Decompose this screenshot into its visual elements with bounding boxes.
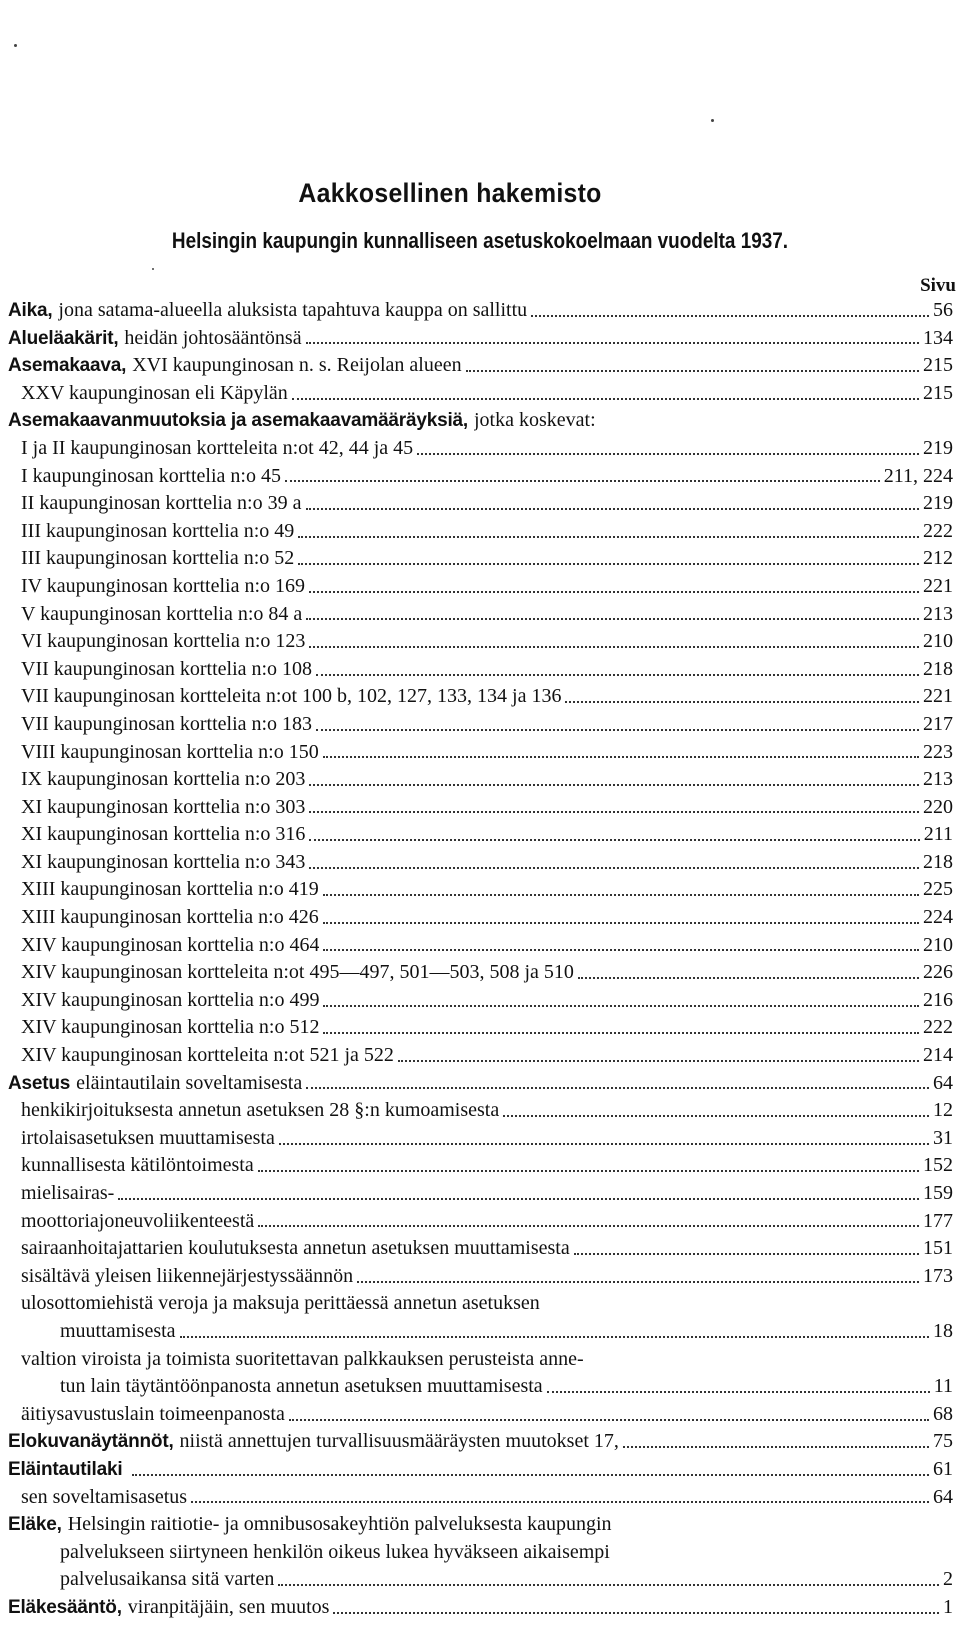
page-number: 222 xyxy=(923,1016,953,1039)
index-entry xyxy=(8,1263,953,1291)
index-entry xyxy=(8,1125,953,1153)
page-number: 2 xyxy=(943,1568,953,1591)
index-entry xyxy=(8,739,953,767)
entry-heading: Asetus xyxy=(8,1072,71,1094)
index-entry xyxy=(8,1401,953,1429)
entry-text: VII kaupunginosan korttelia n:o 108 xyxy=(21,657,313,680)
index-entry xyxy=(8,1290,953,1318)
page-number: 221 xyxy=(923,685,953,708)
index-entry xyxy=(8,987,953,1015)
page-number: 219 xyxy=(923,492,953,515)
entry-text: heidän johtosääntönsä xyxy=(124,326,302,349)
index-entry xyxy=(8,628,953,656)
page-number: 218 xyxy=(923,657,953,680)
page-number: 216 xyxy=(923,988,953,1011)
index-entry xyxy=(8,1097,953,1125)
dot-leader xyxy=(132,1474,929,1476)
index-entry xyxy=(8,766,953,794)
index-entry xyxy=(8,435,953,463)
index-entry xyxy=(8,601,953,629)
entry-text: palvelusaikansa sitä varten xyxy=(60,1568,275,1591)
dot-leader xyxy=(180,1336,929,1338)
entry-text: VII kaupunginosan korttelia n:o 183 xyxy=(21,712,313,735)
dot-leader xyxy=(278,1584,939,1586)
entry-text: niistä annettujen turvallisuusmääräysten muutokset 17, xyxy=(179,1430,619,1453)
index-entry xyxy=(8,1566,953,1594)
page-number: 214 xyxy=(923,1044,953,1067)
dot-leader xyxy=(547,1391,930,1393)
dot-leader xyxy=(574,1253,919,1255)
page-number: 222 xyxy=(923,519,953,542)
index-entry xyxy=(8,297,953,325)
entry-text: XIV kaupunginosan korttelia n:o 512 xyxy=(21,1016,320,1039)
entry-text: sisältävä yleisen liikennejärjestyssäännön xyxy=(21,1264,354,1287)
dot-leader xyxy=(298,536,919,538)
entry-text: XIV kaupunginosan kortteleita n:ot 521 ja 522 xyxy=(21,1044,394,1067)
index-entry xyxy=(8,1014,953,1042)
page-number: 213 xyxy=(923,602,953,625)
index-entry xyxy=(8,490,953,518)
dot-leader xyxy=(323,1032,919,1034)
page-number: 220 xyxy=(923,795,953,818)
entry-text: irtolaisasetuksen muuttamisesta xyxy=(21,1126,275,1149)
entry-text: ulosottomiehistä veroja ja maksuja perittäessä annetun asetuksen xyxy=(21,1292,540,1315)
entry-heading: Elokuvanäytännöt, xyxy=(8,1431,174,1453)
entry-text: sairaanhoitajattarien koulutuksesta annetun asetuksen muuttamisesta xyxy=(21,1237,570,1260)
entry-text: XXV kaupunginosan eli Käpylän xyxy=(21,381,288,404)
index-entry xyxy=(8,407,953,435)
entry-text: mielisairas- xyxy=(21,1182,115,1204)
index-entry xyxy=(8,1318,953,1346)
index-entry xyxy=(8,1180,953,1208)
index-entry xyxy=(8,1070,953,1098)
entry-text: XIII kaupunginosan korttelia n:o 419 xyxy=(21,878,319,901)
page-number: 213 xyxy=(923,768,953,791)
index-entry xyxy=(8,325,953,353)
entry-text: sen soveltamisasetus xyxy=(21,1485,188,1508)
entry-text: I ja II kaupunginosan kortteleita n:ot 42, 44 ja 45 xyxy=(21,436,414,459)
page-number: 159 xyxy=(923,1182,953,1204)
dot-leader xyxy=(285,480,880,482)
index-entry xyxy=(8,1152,953,1180)
entry-text: III kaupunginosan korttelia n:o 49 xyxy=(21,519,295,542)
page-number: 56 xyxy=(933,299,953,321)
page-number: 221 xyxy=(923,574,953,597)
entry-text: VII kaupunginosan kortteleita n:ot 100 b, 102, 127, 133, 134 ja 136 xyxy=(21,685,562,708)
entry-text: XI kaupunginosan korttelia n:o 343 xyxy=(21,850,306,873)
page-number: 75 xyxy=(933,1430,953,1453)
page-number: 151 xyxy=(923,1237,953,1260)
dot-leader xyxy=(309,839,919,841)
speck xyxy=(152,268,154,270)
dot-leader xyxy=(565,701,919,703)
dot-leader xyxy=(309,784,919,786)
page-number: 177 xyxy=(923,1209,953,1232)
entry-text: XI kaupunginosan korttelia n:o 316 xyxy=(21,823,306,846)
page-number: 211, 224 xyxy=(883,464,953,487)
index-entries xyxy=(8,297,953,1622)
entry-text: XIV kaupunginosan korttelia n:o 499 xyxy=(21,988,320,1011)
index-entry xyxy=(8,1511,953,1539)
entry-text: jotka koskevat: xyxy=(474,409,596,432)
entry-text: XI kaupunginosan korttelia n:o 303 xyxy=(21,795,306,818)
dot-leader xyxy=(323,756,919,758)
page-number: 210 xyxy=(923,630,953,653)
entry-text: IX kaupunginosan korttelia n:o 203 xyxy=(21,768,306,791)
page-number: 212 xyxy=(923,547,953,570)
index-entry xyxy=(8,573,953,601)
dot-leader xyxy=(289,1419,929,1421)
page-number: 31 xyxy=(933,1126,953,1149)
page-number: 64 xyxy=(933,1485,953,1508)
index-entry xyxy=(8,380,953,408)
page-number: 1 xyxy=(943,1595,953,1618)
page-number: 210 xyxy=(923,933,953,956)
entry-text: I kaupunginosan korttelia n:o 45 xyxy=(21,464,281,487)
entry-text: XIV kaupunginosan kortteleita n:ot 495—497, 501—503, 508 ja 510 xyxy=(21,961,574,984)
dot-leader xyxy=(466,370,919,372)
dot-leader xyxy=(258,1225,919,1227)
dot-leader xyxy=(531,315,929,317)
page-number: 12 xyxy=(933,1099,953,1122)
page-number: 211 xyxy=(923,823,953,846)
index-entry xyxy=(8,904,953,932)
dot-leader xyxy=(316,674,919,676)
entry-text: äitiysavustuslain toimeenpanosta xyxy=(21,1402,285,1425)
dot-leader xyxy=(298,563,919,565)
dot-leader xyxy=(503,1115,929,1117)
page-number: 68 xyxy=(933,1402,953,1425)
index-entry xyxy=(8,932,953,960)
index-entry xyxy=(8,1594,953,1622)
index-entry xyxy=(8,821,953,849)
entry-heading: Asemakaava, xyxy=(8,355,127,377)
page-number: 152 xyxy=(923,1154,953,1177)
entry-text: eläintautilain soveltamisesta xyxy=(76,1071,303,1094)
entry-text: II kaupunginosan korttelia n:o 39 a xyxy=(21,492,302,515)
dot-leader xyxy=(306,508,920,510)
entry-text: XIII kaupunginosan korttelia n:o 426 xyxy=(21,906,319,929)
page-title: Aakkosellinen hakemisto xyxy=(298,178,602,208)
page-column-label: Sivu xyxy=(920,275,956,296)
entry-text: palvelukseen siirtyneen henkilön oikeus lukea hyväkseen aikaisempi xyxy=(60,1540,610,1563)
dot-leader xyxy=(323,1005,919,1007)
dot-leader xyxy=(316,729,919,731)
page-number: 215 xyxy=(923,354,953,377)
dot-leader xyxy=(118,1198,919,1200)
entry-text: III kaupunginosan korttelia n:o 52 xyxy=(21,547,295,570)
dot-leader xyxy=(398,1060,919,1062)
page-number: 225 xyxy=(923,878,953,901)
entry-text: XVI kaupunginosan n. s. Reijolan alueen xyxy=(132,354,462,377)
entry-text: Helsingin raitiotie- ja omnibusosakeyhtiön palveluksesta kaupungin xyxy=(67,1513,612,1536)
index-entry xyxy=(8,545,953,573)
index-entry xyxy=(8,794,953,822)
index-entry xyxy=(8,1235,953,1263)
index-entry xyxy=(8,518,953,546)
page-number: 64 xyxy=(933,1071,953,1094)
page-number: 226 xyxy=(923,961,953,984)
page-number: 224 xyxy=(923,906,953,929)
dot-leader xyxy=(578,977,919,979)
entry-heading: Alueläakärit, xyxy=(8,327,119,349)
page-number: 223 xyxy=(923,740,953,763)
dot-leader xyxy=(309,591,919,593)
dot-leader xyxy=(323,949,919,951)
entry-text: valtion viroista ja toimista suoritettavan palkkauksen perusteista anne- xyxy=(21,1347,584,1370)
index-entry xyxy=(8,352,953,380)
entry-text: XIV kaupunginosan korttelia n:o 464 xyxy=(21,933,320,956)
entry-text: muuttamisesta xyxy=(60,1319,176,1342)
entry-text: viranpitäjäin, sen muutos xyxy=(127,1595,330,1618)
index-entry xyxy=(8,1484,953,1512)
dot-leader xyxy=(323,922,919,924)
page-number: 61 xyxy=(933,1457,953,1480)
index-entry xyxy=(8,463,953,491)
dot-leader xyxy=(292,398,919,400)
page-number: 18 xyxy=(933,1319,953,1342)
dot-leader xyxy=(191,1501,929,1503)
entry-text: VI kaupunginosan korttelia n:o 123 xyxy=(21,630,306,653)
entry-text: V kaupunginosan korttelia n:o 84 a xyxy=(21,602,303,625)
entry-text: jona satama-alueella aluksista tapahtuva kauppa on sallittu xyxy=(58,299,528,321)
entry-heading: Eläke, xyxy=(8,1514,62,1536)
entry-heading: Asemakaavanmuutoksia ja asemakaavamääräyksiä, xyxy=(8,410,468,432)
entry-text: VIII kaupunginosan korttelia n:o 150 xyxy=(21,740,319,763)
index-entry xyxy=(8,1373,953,1401)
dot-leader xyxy=(306,618,919,620)
dot-leader xyxy=(623,1446,929,1448)
dot-leader xyxy=(306,342,919,344)
entry-text: moottoriajoneuvoliikenteestä xyxy=(21,1209,255,1232)
entry-heading: Eläkesääntö, xyxy=(8,1596,122,1618)
index-entry xyxy=(8,1428,953,1456)
dot-leader xyxy=(309,811,919,813)
index-entry xyxy=(8,656,953,684)
dot-leader xyxy=(357,1281,919,1283)
index-entry xyxy=(8,1042,953,1070)
speck xyxy=(14,44,17,47)
page-subtitle: Helsingin kaupungin kunnalliseen asetuskokoelmaan vuodelta 1937. xyxy=(171,228,789,253)
dot-leader xyxy=(309,867,919,869)
entry-heading: Aika, xyxy=(8,300,53,321)
entry-heading: Eläintautilaki xyxy=(8,1458,123,1480)
index-entry xyxy=(8,876,953,904)
dot-leader xyxy=(279,1143,929,1145)
index-entry xyxy=(8,849,953,877)
page-number: 215 xyxy=(923,381,953,404)
page-number: 134 xyxy=(923,326,953,349)
index-entry xyxy=(8,959,953,987)
page-number: 219 xyxy=(923,436,953,459)
speck xyxy=(711,119,714,122)
index-entry xyxy=(8,1208,953,1236)
dot-leader xyxy=(333,1612,939,1614)
entry-text: kunnallisesta kätilöntoimesta xyxy=(21,1154,254,1177)
page-number: 217 xyxy=(923,712,953,735)
page-number: 173 xyxy=(923,1264,953,1287)
dot-leader xyxy=(323,894,919,896)
entry-text: henkikirjoituksesta annetun asetuksen 28 §:n kumoamisesta xyxy=(21,1099,500,1122)
dot-leader xyxy=(306,1087,929,1089)
dot-leader xyxy=(309,646,919,648)
dot-leader xyxy=(258,1170,919,1172)
index-entry xyxy=(8,711,953,739)
index-entry xyxy=(8,1346,953,1374)
entry-text: tun lain täytäntöönpanosta annetun asetuksen muuttamisesta xyxy=(60,1375,543,1398)
index-entry xyxy=(8,1456,953,1484)
index-entry xyxy=(8,1539,953,1567)
dot-leader xyxy=(417,453,919,455)
page-number: 11 xyxy=(933,1375,953,1398)
page-number: 218 xyxy=(923,850,953,873)
index-entry xyxy=(8,683,953,711)
entry-text: IV kaupunginosan korttelia n:o 169 xyxy=(21,574,306,597)
